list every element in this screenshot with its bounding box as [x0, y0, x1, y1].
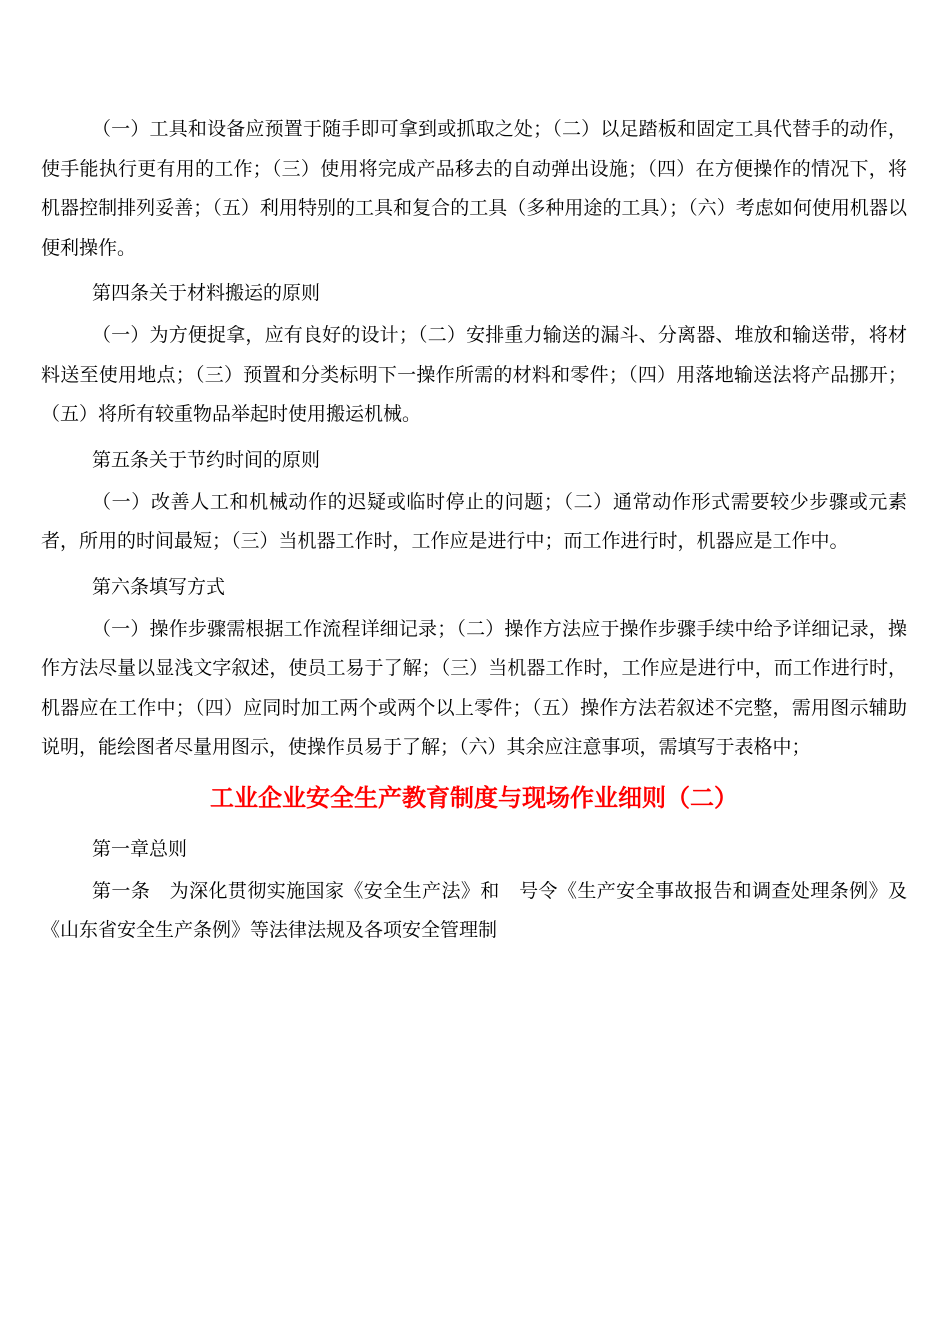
heading-article-6: 第六条填写方式 [92, 575, 226, 598]
paragraph-principles-continued: （一）工具和设备应预置于随手即可拿到或抓取之处；（二）以足踏板和固定工具代替手的动作，使手能执行更有用的工作；（三）使用将完成产品移去的自动弹出设施；（四）在方便操作的情况下，将机器控制排列妥善；（五）利用特别的工具和复合的工具（多种用途的工具）；（六）考虑如何使用机器以便利操作。 [41, 118, 907, 259]
heading-article-5: 第五条关于节约时间的原则 [92, 448, 321, 471]
paragraph-article-4: （一）为方便捉拿，应有良好的设计；（二）安排重力输送的漏斗、分离器、堆放和输送带，将材料送至使用地点；（三）预置和分类标明下一操作所需的材料和零件；（四）用落地输送法将产品挪开；（五）将所有较重物品举起时使用搬运机械。 [41, 324, 907, 425]
section-title: 工业企业安全生产教育制度与现场作业细则（二） [210, 782, 738, 812]
paragraph-article-6: （一）操作步骤需根据工作流程详细记录；（二）操作方法应于操作步骤手续中给予详细记录，操作方法尽量以显浅文字叙述，使员工易于了解；（三）当机器工作时，工作应是进行中，而工作进行时，机器应在工作中；（四）应同时加工两个或两个以上零件；（五）操作方法若叙述不完整，需用图示辅助说明，能绘图者尽量用图示，使操作员易于了解；（六）其余应注意事项，需填写于表格中； [41, 617, 907, 758]
document-page [41, 110, 907, 959]
chapter-heading: 第一章总则 [92, 837, 188, 860]
paragraph-article-1: 第一条 为深化贯彻实施国家《安全生产法》和 号令《生产安全事故报告和调查处理条例》及《山东省安全生产条例》等法律法规及各项安全管理制 [41, 879, 907, 941]
heading-article-4: 第四条关于材料搬运的原则 [92, 282, 321, 304]
paragraph-article-5: （一）改善人工和机械动作的迟疑或临时停止的问题；（二）通常动作形式需要较少步骤或元素者，所用的时间最短；（三）当机器工作时，工作应是进行中；而工作进行时，机器应是工作中。 [41, 490, 907, 552]
